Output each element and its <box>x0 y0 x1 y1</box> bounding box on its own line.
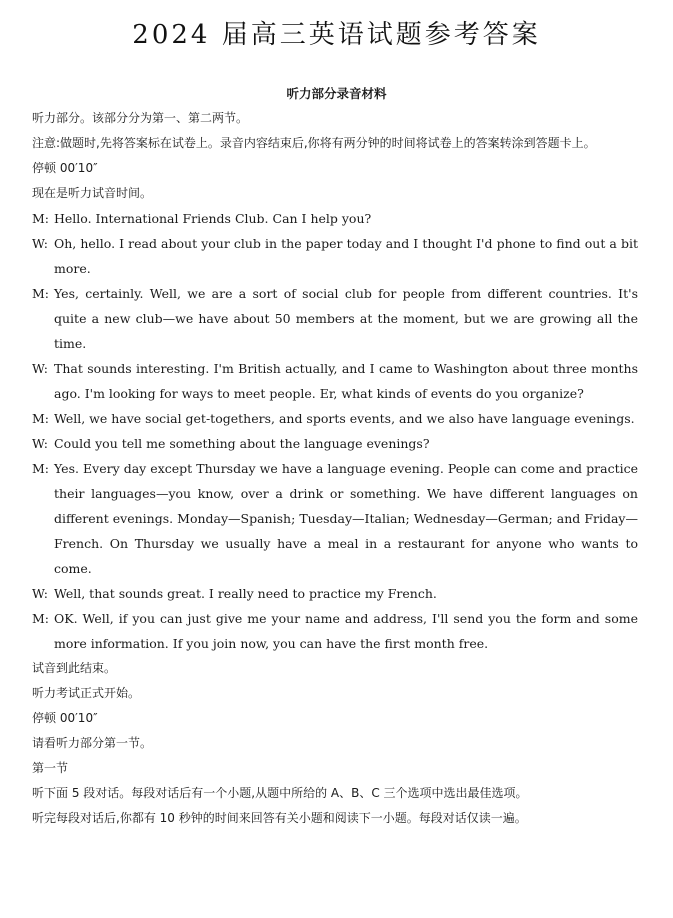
speaker-label: W: <box>32 236 48 251</box>
dialog-text: Well, we have social get-togethers, and sports events, and we also have language evenings. <box>54 411 635 426</box>
dialog-text: Could you tell me something about the language evenings? <box>54 436 430 451</box>
dialog-text: Yes. Every day except Thursday we have a language evening. People can come and practice their languages—you know, over a drink or something. We have different languages on different evenings. Monday—Spanish; Tuesday—Italian; Wednesday—German; and Friday—French. On Thursday we usually have a meal in a restaurant for anyone who wants to come. <box>54 461 638 576</box>
dialog-turn <box>32 231 638 281</box>
dialog-turn <box>32 431 638 456</box>
speaker-label: M: <box>32 411 50 426</box>
dialog-turn <box>32 206 638 231</box>
dialog-turn <box>32 406 638 431</box>
speaker-label: W: <box>32 436 48 451</box>
speaker-label: M: <box>32 461 50 476</box>
dialog-text: Yes, certainly. Well, we are a sort of social club for people from different countries. It's quite a new club—we have about 50 members at the moment, but we are growing all the time. <box>54 286 638 351</box>
pause-marker: 停顿 00′10″ <box>32 161 98 175</box>
speaker-label: M: <box>32 611 50 626</box>
speaker-label: W: <box>32 361 48 376</box>
intro-line: 注意:做题时,先将答案标在试卷上。录音内容结束后,你将有两分钟的时间将试卷上的答案转涂到答题卡上。 <box>32 136 596 150</box>
dialog-turn <box>32 456 638 581</box>
outro-line: 听完每段对话后,你都有 10 秒钟的时间来回答有关小题和阅读下一小题。每段对话仅读一遍。 <box>32 811 527 825</box>
speaker-label: M: <box>32 286 50 301</box>
document-title: 2024 届高三英语试题参考答案 <box>132 20 541 50</box>
outro-line: 请看听力部分第一节。 <box>32 736 153 750</box>
transcript-body <box>32 106 638 831</box>
speaker-label: W: <box>32 586 48 601</box>
intro-line: 听力部分。该部分分为第一、第二两节。 <box>32 111 249 125</box>
dialog-text: Hello. International Friends Club. Can I help you? <box>54 211 372 226</box>
speaker-label: M: <box>32 211 50 226</box>
dialog-text: That sounds interesting. I'm British actually, and I came to Washington about three months ago. I'm looking for ways to meet people. Er, what kinds of events do you organize? <box>54 361 638 401</box>
outro-line: 试音到此结束。 <box>32 661 117 675</box>
dialog-turn <box>32 606 638 656</box>
outro-line: 听力考试正式开始。 <box>32 686 141 700</box>
dialog-text: Oh, hello. I read about your club in the paper today and I thought I'd phone to find out a bit more. <box>54 236 638 276</box>
dialog-turn <box>32 281 638 356</box>
section-subtitle: 听力部分录音材料 <box>286 86 387 101</box>
dialog-text: Well, that sounds great. I really need to practice my French. <box>54 586 437 601</box>
section-heading: 第一节 <box>32 761 69 775</box>
intro-line: 现在是听力试音时间。 <box>32 186 153 200</box>
outro-line: 听下面 5 段对话。每段对话后有一个小题,从题中所给的 A、B、C 三个选项中选出最佳选项。 <box>32 786 528 800</box>
dialog-turn <box>32 581 638 606</box>
pause-marker: 停顿 00′10″ <box>32 711 98 725</box>
dialog-turn <box>32 356 638 406</box>
dialog-text: OK. Well, if you can just give me your name and address, I'll send you the form and some more information. If you join now, you can have the first month free. <box>54 611 638 651</box>
